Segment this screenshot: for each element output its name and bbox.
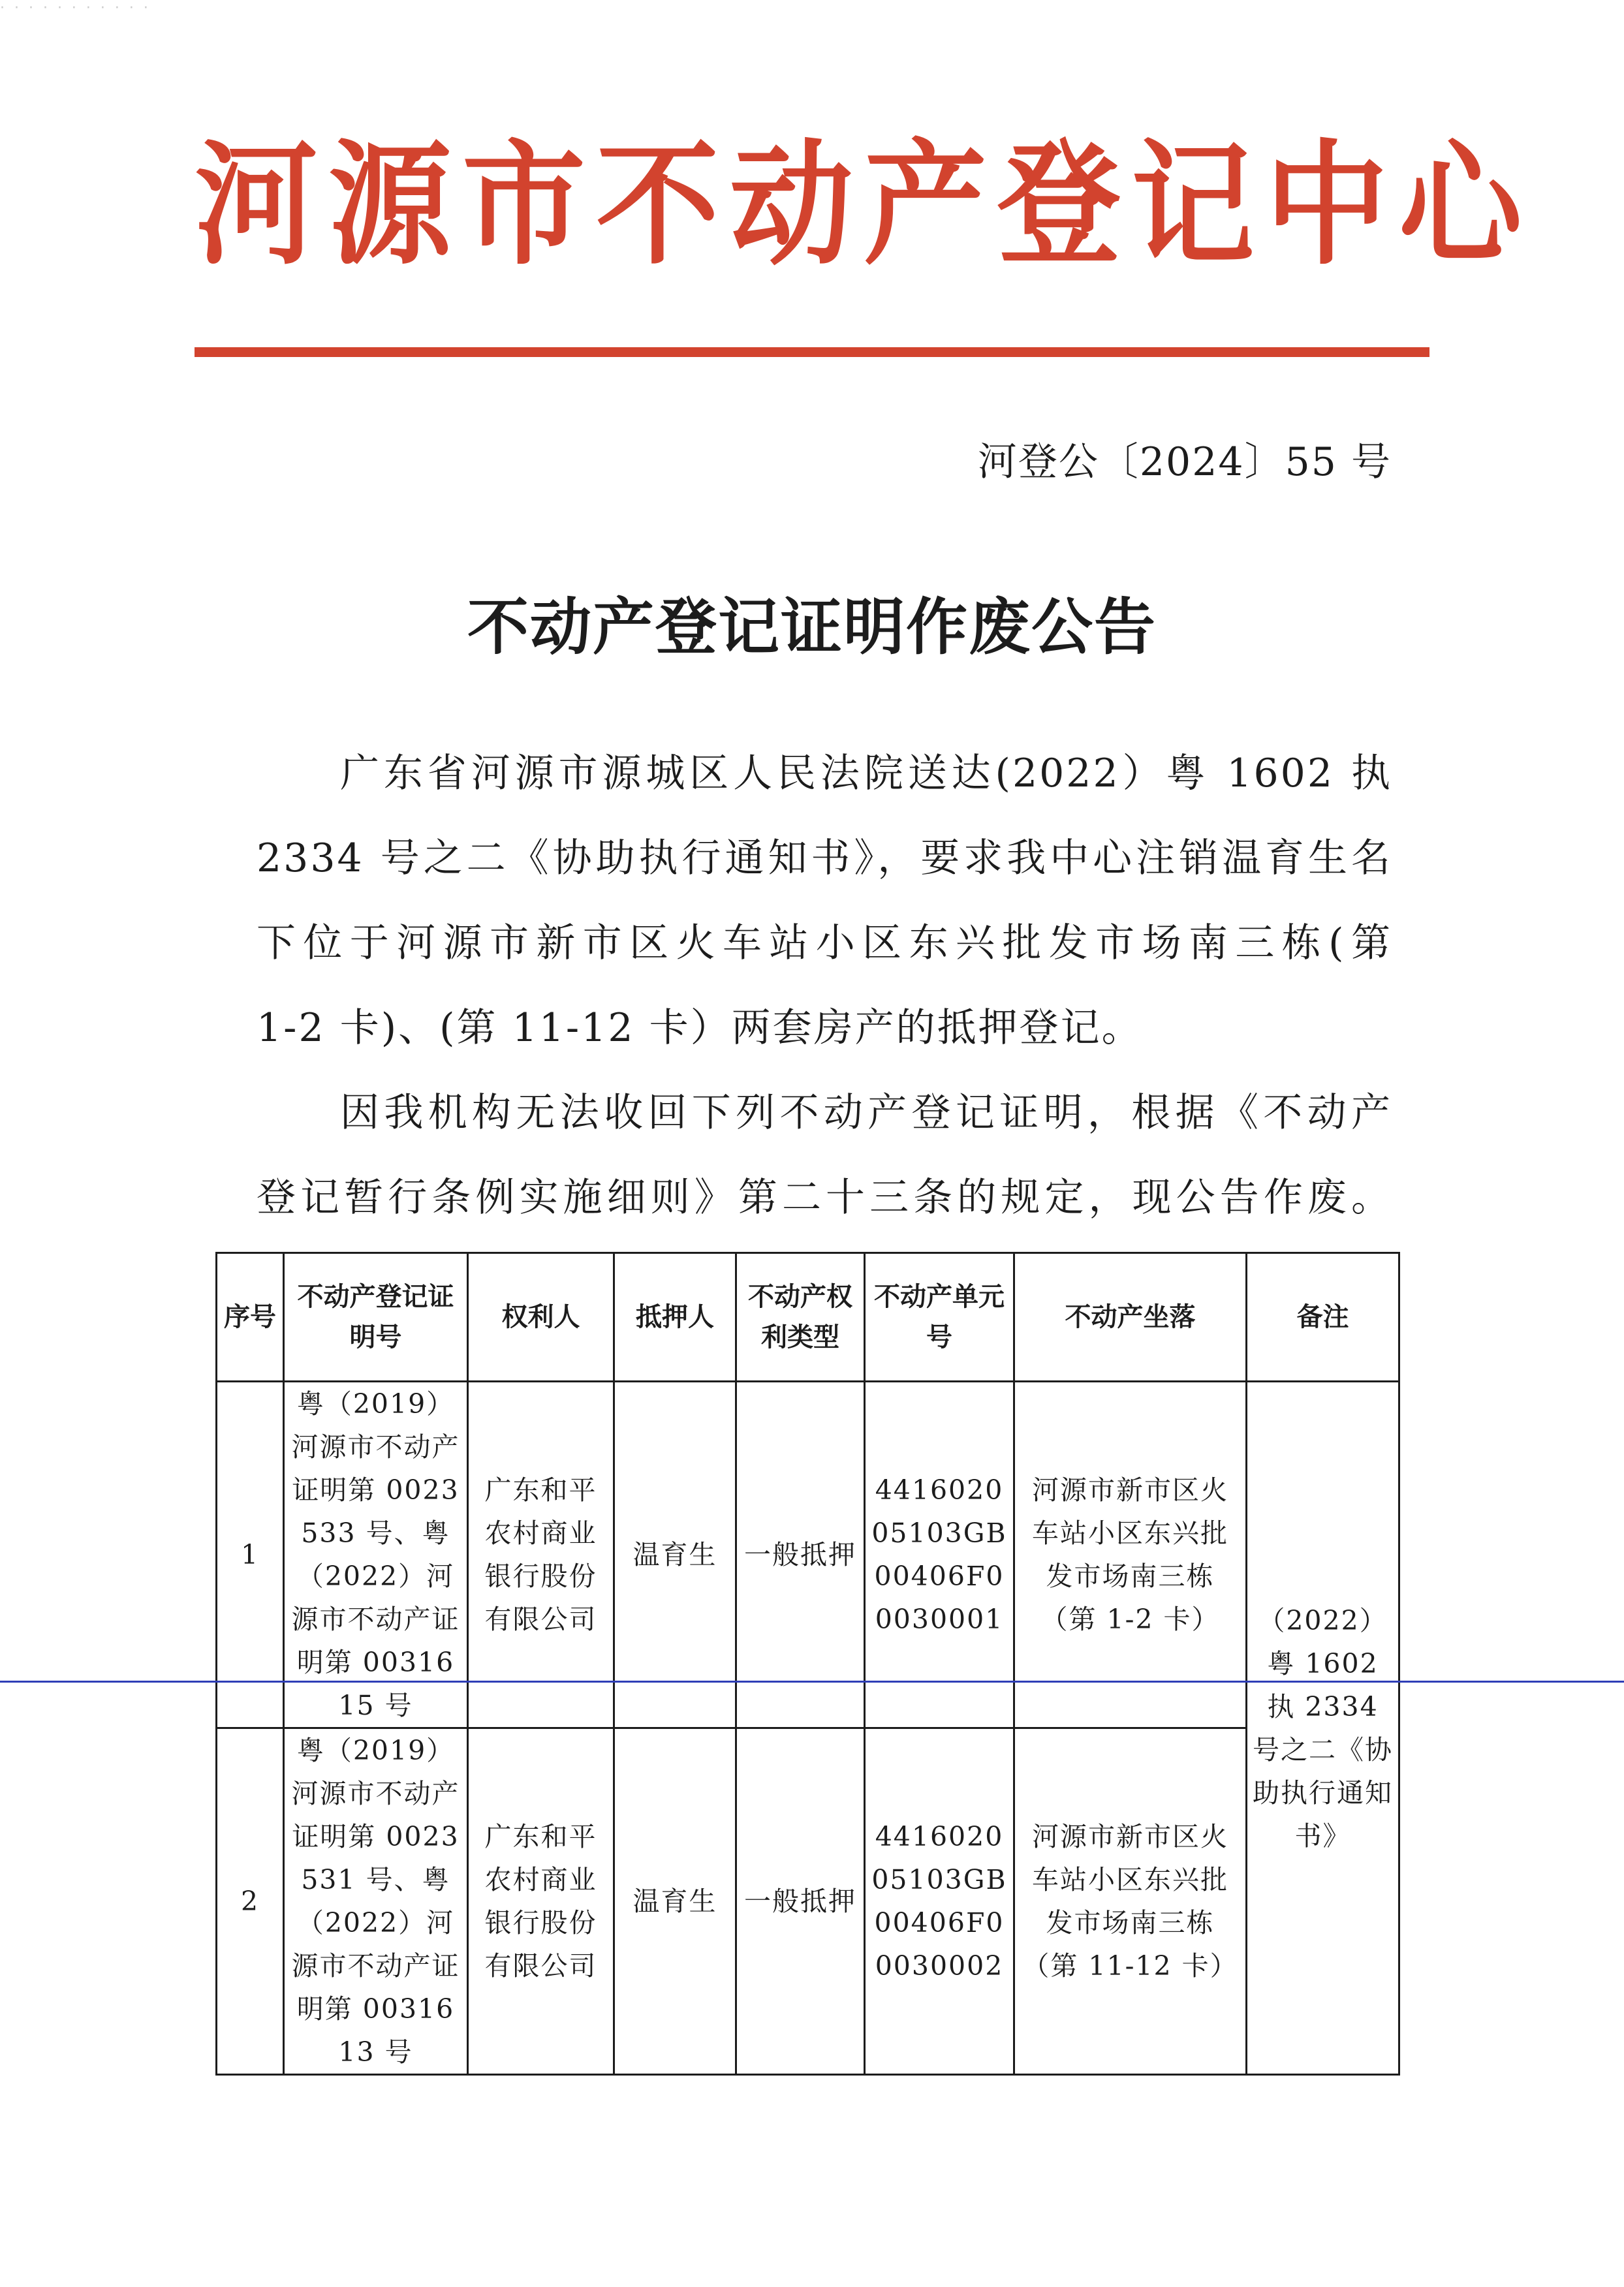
letterhead-char: 心 xyxy=(1399,128,1522,283)
letterhead-char: 动 xyxy=(730,128,853,283)
letterhead-char: 登 xyxy=(997,128,1121,283)
header-remark: 备注 xyxy=(1247,1253,1399,1382)
letterhead-char: 源 xyxy=(328,128,452,283)
cell-location: 河源市新市区火车站小区东兴批发市场南三栋（第 1-2 卡） xyxy=(1014,1382,1247,1728)
paragraph-line: 1-2 卡)、(第 11-12 卡）两套房产的抵押登记。 xyxy=(257,1005,1143,1051)
cell-right-type: 一般抵押 xyxy=(736,1728,865,2075)
letterhead xyxy=(189,111,1522,300)
header-cert-no: 不动产登记证明号 xyxy=(284,1253,468,1382)
header-serial: 序号 xyxy=(217,1253,284,1382)
body-paragraph-1 xyxy=(257,731,1392,1070)
letterhead-char: 不 xyxy=(596,128,719,283)
cell-serial: 2 xyxy=(217,1728,284,2075)
header-holder: 权利人 xyxy=(468,1253,614,1382)
cell-remark: （2022）粤 1602 执 2334 号之二《协助执行通知书》 xyxy=(1247,1382,1399,2075)
paragraph-line: 广东省河源市源城区人民法院送达(2022）粤 1602 执 xyxy=(340,751,1392,796)
letterhead-char: 记 xyxy=(1131,128,1255,283)
body-paragraph-2 xyxy=(257,1070,1392,1240)
cell-cert-no: 粤（2019）河源市不动产证明第 0023531 号、粤（2022）河源市不动产证明第 0031613 号 xyxy=(284,1728,468,2075)
cell-mortgagor: 温育生 xyxy=(614,1728,736,2075)
cell-cert-no: 粤（2019）河源市不动产证明第 0023533 号、粤（2022）河源市不动产证明第 0031615 号 xyxy=(284,1382,468,1728)
letterhead-char: 产 xyxy=(864,128,987,283)
cell-serial: 1 xyxy=(217,1382,284,1728)
header-right-type: 不动产权利类型 xyxy=(736,1253,865,1382)
scan-blue-line xyxy=(0,1681,1624,1683)
cell-location: 河源市新市区火车站小区东兴批发市场南三栋（第 11-12 卡） xyxy=(1014,1728,1247,2075)
table-header-row xyxy=(217,1253,1399,1382)
header-location: 不动产坐落 xyxy=(1014,1253,1247,1382)
paragraph-line: 2334 号之二《协助执行通知书》，要求我中心注销温育生名 xyxy=(257,835,1392,881)
cell-unit-no: 441602005103GB00406F00030001 xyxy=(865,1382,1014,1728)
paragraph-line: 因我机构无法收回下列不动产登记证明，根据《不动产 xyxy=(340,1090,1392,1136)
table-row xyxy=(217,1382,1399,1728)
letterhead-char: 中 xyxy=(1265,128,1388,283)
paragraph-line: 登记暂行条例实施细则》第二十三条的规定，现公告作废。 xyxy=(257,1175,1392,1221)
letterhead-red-rule xyxy=(195,347,1429,357)
voided-certificates-table xyxy=(215,1252,1400,2076)
letterhead-char: 市 xyxy=(462,128,586,283)
header-faint-mark: · · · · · · · · · · · xyxy=(0,0,151,16)
header-unit-no: 不动产单元号 xyxy=(865,1253,1014,1382)
cell-unit-no: 441602005103GB00406F00030002 xyxy=(865,1728,1014,2075)
document-title: 不动产登记证明作废公告 xyxy=(467,592,1157,663)
cell-holder: 广东和平农村商业银行股份有限公司 xyxy=(468,1728,614,2075)
cell-mortgagor: 温育生 xyxy=(614,1382,736,1728)
paragraph-line: 下位于河源市新市区火车站小区东兴批发市场南三栋(第 xyxy=(257,920,1392,966)
document-number: 河登公〔2024〕55 号 xyxy=(977,439,1392,485)
letterhead-char: 河 xyxy=(195,128,318,283)
cell-holder: 广东和平农村商业银行股份有限公司 xyxy=(468,1382,614,1728)
cell-right-type: 一般抵押 xyxy=(736,1382,865,1728)
header-mortgagor: 抵押人 xyxy=(614,1253,736,1382)
table-row xyxy=(217,1728,1399,2075)
